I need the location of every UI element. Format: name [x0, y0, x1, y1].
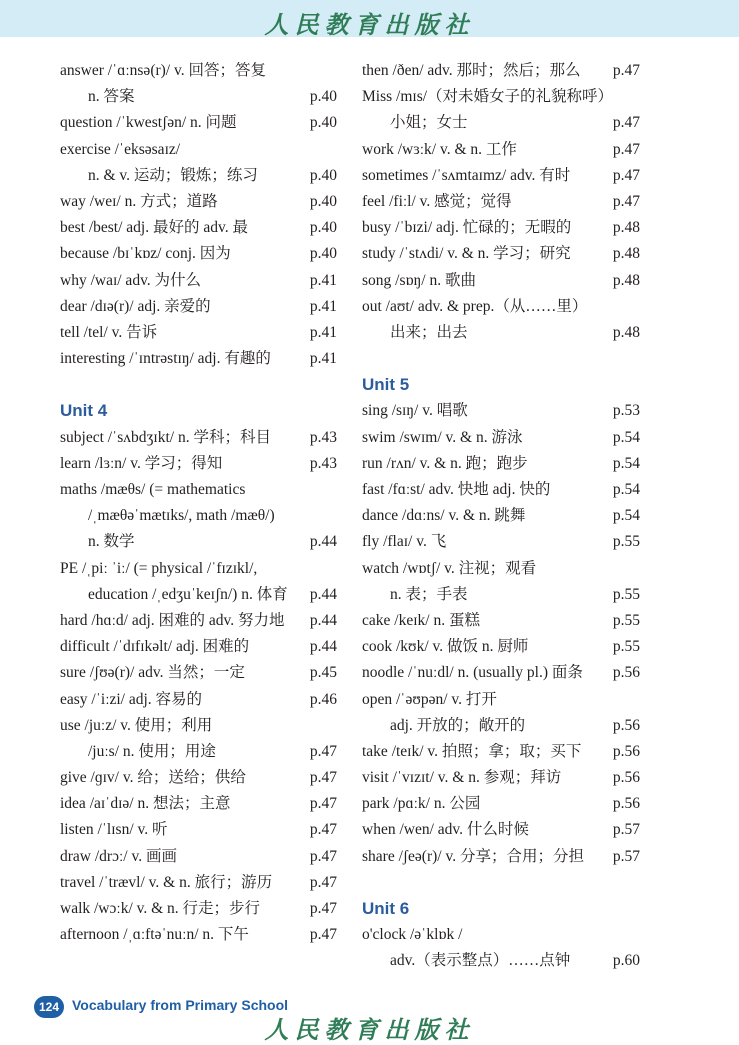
vocabulary-entry [60, 294, 337, 320]
entry-text: adj. 开放的；敞开的 [390, 716, 526, 734]
unit-heading: Unit 5 [362, 375, 410, 395]
vocabulary-entry [362, 817, 640, 843]
vocabulary-entry [362, 922, 640, 948]
entry-text: n. 数学 [88, 533, 135, 551]
vocabulary-entry [362, 398, 640, 424]
vocabulary-entry [362, 294, 640, 320]
vocabulary-entry [60, 687, 337, 713]
vocabulary-entry [362, 713, 640, 739]
vocabulary-entry [60, 870, 337, 896]
entry-text: subject /ˈsʌbdʒɪkt/ n. 学科；科目 [60, 428, 271, 446]
section-spacer [362, 870, 640, 896]
entry-page-ref: p.48 [612, 271, 640, 289]
entry-page-ref: p.44 [309, 638, 337, 656]
vocabulary-entry [362, 556, 640, 582]
entry-text: share /ʃeə(r)/ v. 分享；合用；分担 [362, 847, 584, 865]
entry-page-ref: p.54 [612, 428, 640, 446]
entry-page-ref: p.44 [309, 533, 337, 551]
section-spacer [60, 372, 337, 398]
vocabulary-entry [60, 817, 337, 843]
entry-text: use /juːz/ v. 使用；利用 [60, 716, 213, 734]
entry-text: learn /lɜːn/ v. 学习；得知 [60, 454, 223, 472]
entry-page-ref: p.54 [612, 481, 640, 498]
entry-text: watch /wɒtʃ/ v. 注视；观看 [362, 559, 537, 577]
vocabulary-entry [362, 503, 640, 529]
publisher-logo-top: 人民教育出版社 [264, 10, 475, 39]
entry-page-ref: p.47 [612, 62, 640, 79]
vocabulary-entry [362, 529, 640, 555]
vocabulary-entry [60, 739, 337, 765]
entry-page-ref: p.56 [612, 769, 640, 787]
vocabulary-entry [362, 268, 640, 294]
entry-page-ref: p.53 [612, 402, 640, 420]
entry-page-ref: p.40 [309, 166, 337, 184]
entry-page-ref: p.56 [612, 795, 640, 813]
entry-text: draw /drɔː/ v. 画画 [60, 847, 177, 865]
vocabulary-entry [362, 765, 640, 791]
vocabulary-entry [362, 791, 640, 817]
entry-page-ref: p.46 [309, 690, 337, 708]
entry-text: /juːs/ n. 使用；用途 [88, 742, 216, 760]
entry-page-ref: p.54 [612, 454, 640, 472]
vocabulary-entry [362, 844, 640, 870]
vocabulary-entry [60, 58, 337, 84]
entry-text: maths /mæθs/ (= mathematics [60, 481, 246, 498]
vocabulary-entry [60, 425, 337, 451]
entry-page-ref: p.47 [309, 795, 337, 813]
vocabulary-entry [60, 713, 337, 739]
entry-text: give /ɡɪv/ v. 给；送给；供给 [60, 769, 246, 787]
vocabulary-entry [60, 608, 337, 634]
entry-page-ref: p.40 [309, 245, 337, 263]
vocabulary-entry [60, 110, 337, 136]
vocabulary-entry [60, 163, 337, 189]
vocabulary-entry [60, 765, 337, 791]
entry-text: question /ˈkwestʃən/ n. 问题 [60, 114, 237, 132]
entry-page-ref: p.48 [612, 323, 640, 341]
entry-page-ref: p.41 [309, 350, 337, 368]
entry-page-ref: p.55 [612, 611, 640, 629]
entry-text: feel /fiːl/ v. 感觉；觉得 [362, 192, 512, 210]
entry-page-ref: p.60 [612, 952, 640, 970]
entry-text: walk /wɔːk/ v. & n. 行走；步行 [60, 900, 261, 917]
entry-page-ref: p.44 [309, 611, 337, 629]
entry-text: sing /sɪŋ/ v. 唱歌 [362, 402, 468, 420]
entry-page-ref: p.56 [612, 716, 640, 734]
entry-page-ref: p.55 [612, 585, 640, 603]
entry-page-ref: p.47 [309, 900, 337, 917]
vocabulary-entry [60, 896, 337, 922]
vocabulary-entry [60, 189, 337, 215]
entry-text: difficult /ˈdɪfɪkəlt/ adj. 困难的 [60, 638, 250, 656]
vocabulary-entry [60, 922, 337, 948]
entry-page-ref: p.40 [309, 114, 337, 132]
vocabulary-entry [60, 84, 337, 110]
section-spacer [362, 346, 640, 372]
entry-text: take /teɪk/ v. 拍照；拿；取；买下 [362, 742, 582, 760]
entry-text: swim /swɪm/ v. & n. 游泳 [362, 428, 523, 446]
entry-page-ref: p.47 [309, 847, 337, 865]
entry-text: open /ˈəʊpən/ v. 打开 [362, 690, 497, 708]
vocabulary-entry [60, 791, 337, 817]
entry-text: sure /ʃʊə(r)/ adv. 当然；一定 [60, 664, 245, 682]
entry-text: exercise /ˈeksəsaɪz/ [60, 140, 181, 158]
vocabulary-entry [362, 451, 640, 477]
vocabulary-entry [362, 948, 640, 974]
entry-page-ref: p.40 [309, 192, 337, 210]
publisher-logo-bottom: 人民教育出版社 [264, 1015, 475, 1044]
entry-page-ref: p.56 [612, 742, 640, 760]
vocabulary-entry [362, 608, 640, 634]
vocabulary-entry [362, 84, 640, 110]
entry-page-ref: p.47 [612, 114, 640, 132]
entry-text: 出来；出去 [390, 323, 468, 341]
vocabulary-column-left [60, 58, 337, 948]
vocabulary-entry [362, 660, 640, 686]
vocabulary-entry [362, 58, 640, 84]
vocabulary-entry [60, 137, 337, 163]
vocabulary-entry [362, 163, 640, 189]
entry-text: out /aʊt/ adv. & prep.（从……里） [362, 297, 588, 315]
entry-text: then /ðen/ adv. 那时；然后；那么 [362, 62, 581, 79]
entry-text: cook /kʊk/ v. 做饭 n. 厨师 [362, 638, 529, 656]
entry-text: dear /dɪə(r)/ adj. 亲爱的 [60, 297, 211, 315]
entry-text: cake /keɪk/ n. 蛋糕 [362, 611, 480, 629]
entry-page-ref: p.47 [309, 821, 337, 839]
entry-page-ref: p.55 [612, 638, 640, 656]
entry-text: fly /flaɪ/ v. 飞 [362, 533, 447, 551]
vocabulary-entry [60, 529, 337, 555]
vocabulary-column-right [362, 58, 640, 975]
entry-page-ref: p.41 [309, 271, 337, 289]
entry-page-ref: p.43 [309, 454, 337, 472]
entry-page-ref: p.47 [309, 873, 337, 891]
entry-page-ref: p.56 [612, 664, 640, 682]
unit-heading: Unit 6 [362, 899, 410, 918]
entry-page-ref: p.54 [612, 507, 640, 525]
entry-text: song /sɒŋ/ n. 歌曲 [362, 271, 476, 289]
entry-text: why /waɪ/ adv. 为什么 [60, 271, 202, 289]
entry-text: park /pɑːk/ n. 公园 [362, 795, 481, 813]
vocabulary-entry [362, 687, 640, 713]
vocabulary-entry [60, 503, 337, 529]
unit-heading: Unit 4 [60, 401, 108, 421]
footer-title: Vocabulary from Primary School [72, 997, 289, 1013]
vocabulary-entry [60, 320, 337, 346]
entry-text: easy /ˈiːzi/ adj. 容易的 [60, 690, 203, 708]
entry-text: interesting /ˈɪntrəstɪŋ/ adj. 有趣的 [60, 350, 271, 368]
vocabulary-entry [60, 477, 337, 503]
vocabulary-entry [60, 346, 337, 372]
entry-page-ref: p.48 [612, 245, 640, 263]
entry-text: /ˌmæθəˈmætɪks/, math /mæθ/) [88, 507, 275, 525]
entry-text: n. 表；手表 [390, 585, 468, 603]
vocabulary-entry [60, 582, 337, 608]
page-number-badge: 124 [34, 996, 64, 1018]
vocabulary-entry [362, 215, 640, 241]
vocabulary-entry [362, 110, 640, 136]
entry-text: n. & v. 运动；锻炼；练习 [88, 166, 258, 184]
entry-text: PE /ˌpiː ˈiː/ (= physical /ˈfɪzɪkl/, [60, 559, 258, 577]
entry-text: afternoon /ˌɑːftəˈnuːn/ n. 下午 [60, 926, 249, 944]
entry-text: noodle /ˈnuːdl/ n. (usually pl.) 面条 [362, 664, 583, 682]
entry-text: travel /ˈtrævl/ v. & n. 旅行；游历 [60, 873, 273, 891]
entry-page-ref: p.47 [612, 192, 640, 210]
vocabulary-entry [362, 634, 640, 660]
entry-page-ref: p.43 [309, 428, 337, 446]
entry-page-ref: p.44 [309, 585, 337, 603]
entry-text: dance /dɑːns/ v. & n. 跳舞 [362, 507, 526, 525]
vocabulary-entry [60, 556, 337, 582]
entry-page-ref: p.40 [309, 88, 337, 106]
entry-text: fast /fɑːst/ adv. 快地 adj. 快的 [362, 481, 551, 498]
entry-text: work /wɜːk/ v. & n. 工作 [362, 140, 517, 158]
entry-page-ref: p.40 [309, 219, 337, 237]
entry-page-ref: p.47 [309, 926, 337, 944]
entry-text: n. 答案 [88, 88, 135, 106]
vocabulary-entry [362, 582, 640, 608]
vocabulary-entry [362, 425, 640, 451]
entry-text: listen /ˈlɪsn/ v. 听 [60, 821, 168, 839]
entry-text: visit /ˈvɪzɪt/ v. & n. 参观；拜访 [362, 769, 562, 787]
vocabulary-entry [362, 320, 640, 346]
entry-text: 小姐；女士 [390, 114, 468, 132]
entry-text: idea /aɪˈdɪə/ n. 想法；主意 [60, 795, 231, 813]
entry-text: tell /tel/ v. 告诉 [60, 323, 158, 341]
vocabulary-entry [60, 660, 337, 686]
entry-page-ref: p.47 [309, 742, 337, 760]
entry-text: hard /hɑːd/ adj. 困难的 adv. 努力地 [60, 611, 285, 629]
entry-text: because /bɪˈkɒz/ conj. 因为 [60, 245, 231, 263]
vocabulary-entry [60, 634, 337, 660]
entry-page-ref: p.41 [309, 323, 337, 341]
vocabulary-entry [60, 268, 337, 294]
entry-text: education /ˌedʒuˈkeɪʃn/) n. 体育 [88, 585, 288, 603]
vocabulary-entry [362, 189, 640, 215]
entry-text: Miss /mɪs/（对未婚女子的礼貌称呼） [362, 88, 614, 106]
entry-text: run /rʌn/ v. & n. 跑；跑步 [362, 454, 528, 472]
entry-text: study /ˈstʌdi/ v. & n. 学习；研究 [362, 245, 571, 263]
vocabulary-entry [60, 241, 337, 267]
entry-page-ref: p.48 [612, 219, 640, 237]
entry-text: way /weɪ/ n. 方式；道路 [60, 192, 218, 210]
entry-text: answer /ˈɑːnsə(r)/ v. 回答；答复 [60, 62, 266, 79]
entry-page-ref: p.55 [612, 533, 640, 551]
entry-text: sometimes /ˈsʌmtaɪmz/ adv. 有时 [362, 166, 571, 184]
vocabulary-entry [60, 215, 337, 241]
entry-page-ref: p.57 [612, 847, 640, 865]
entry-text: o'clock /əˈklɒk / [362, 926, 463, 944]
vocabulary-entry [60, 451, 337, 477]
vocabulary-entry [362, 477, 640, 503]
vocabulary-entry [362, 739, 640, 765]
vocabulary-entry [60, 844, 337, 870]
entry-page-ref: p.47 [612, 140, 640, 158]
entry-page-ref: p.47 [612, 166, 640, 184]
vocabulary-entry [362, 137, 640, 163]
entry-page-ref: p.41 [309, 297, 337, 315]
vocabulary-entry [362, 241, 640, 267]
entry-text: when /wen/ adv. 什么时候 [362, 821, 529, 839]
entry-text: busy /ˈbɪzi/ adj. 忙碌的；无暇的 [362, 219, 572, 237]
entry-text: best /best/ adj. 最好的 adv. 最 [60, 219, 248, 237]
entry-page-ref: p.57 [612, 821, 640, 839]
entry-page-ref: p.47 [309, 769, 337, 787]
entry-text: adv.（表示整点）……点钟 [390, 952, 571, 970]
entry-page-ref: p.45 [309, 664, 337, 682]
